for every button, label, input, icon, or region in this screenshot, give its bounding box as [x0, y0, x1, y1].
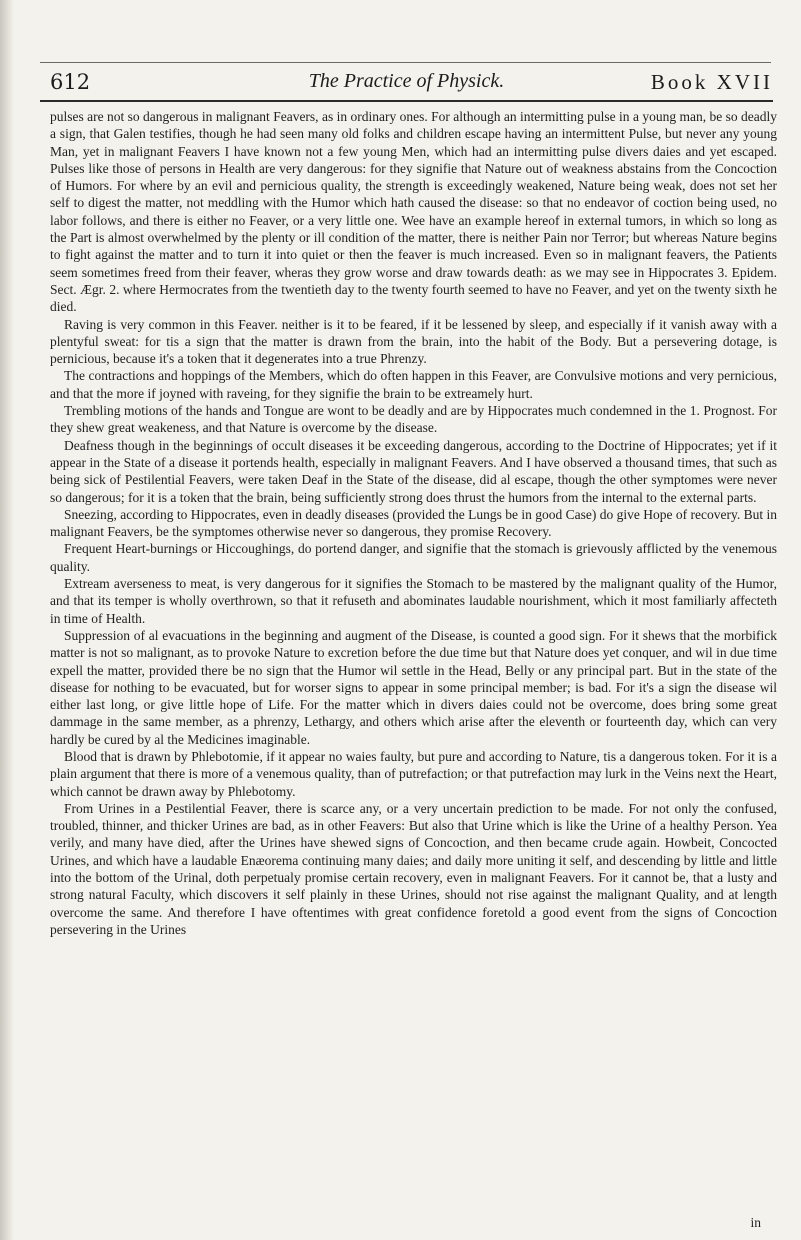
paragraph-contractions: The contractions and hoppings of the Members, which do often happen in this Feaver, are Convulsive motions and very pernicious, and that the more if joyned with raveing, for they signifie the brain to be extreamely hurt. — [50, 368, 777, 401]
catchword: in — [750, 1215, 761, 1230]
page-number: 612 — [50, 70, 91, 94]
header-rule — [40, 100, 773, 102]
top-rule — [40, 62, 771, 63]
paragraph-pulses: pulses are not so dangerous in malignant Feavers, as in ordinary ones. For although an intermitting pulse in a young man, be so deadly a sign, that Galen testifies, though he had seen many old folks and children escape having an intermittent Pulse, but never any young Man, yet in malignant Feavers I have known not a few young Men, which had an intermitting pulse divers daies and yet escaped. Pulses like those of persons in Health are very dangerous: for they signifie that Nature out of weakness abstains from the Concoction of Humors. For where by an evil and pernicious quality, the strength is exceedingly weakened, Nature being weak, does not set her self to digest the matter, not meddling with the Humor which hath caused the disease: so that no endeavor of coction being used, no labor follows, and there is either no Feaver, or a very little one. Wee have an example hereof in external tumors, in which so long as the Part is almost overwhelmed by the plenty or ill condition of the matter, there is neither Pain nor Terror; but whereas Nature begins to fight against the matter and to turn it into quiet or then the feaver is much increased. Even so in malignant feavers, the Patients seem sometimes freed from their feaver, wheras they grow worse and draw towards death: as we may see in Hippocrates 3. Epidem. Sect. Ægr. 2. where Hermocrates from the twentieth day to the twenty fourth seemed to have no Feaver, and yet on the twenty sixth he died. — [50, 109, 777, 315]
running-title: The Practice of Physick. — [308, 70, 505, 92]
paragraph-sneezing: Sneezing, according to Hippocrates, even in deadly diseases (provided the Lungs be in good Case) do give Hope of recovery. But in malignant Feavers, be the symptomes otherwise never so dangerous, they promise Recovery. — [50, 506, 777, 540]
book-label: Book XVII — [650, 70, 773, 94]
body-text — [50, 108, 777, 938]
paragraph-urines: From Urines in a Pestilential Feaver, there is scarce any, or a very uncertain prediction to be made. For not only the confused, troubled, thinner, and thicker Urines are bad, as in other Feavers: But also that Urine which is like the Urine of a healthy Person. Yea verily, and many have died, after the Urines have shewed signs of Concoction, and then became crude again. Howbeit, Concocted Urines, and which have a laudable Enæorema continuing many daies; and daily more uniting it self, and descending by little and little into the bottom of the Urinal, doth perpetualy promise certain recovery, even in malignant Feavers. For it cannot be, that a lusty and strong natural Faculty, which discovers it self plainly in these Urines, should not rise against the malignant Quality, and at length overcome the same. And therefore I have oftentimes with great confidence foretold a good event from the signs of Concoction persevering in the Urines — [50, 800, 777, 937]
paragraph-heart-burnings: Frequent Heart-burnings or Hiccoughings, do portend danger, and signifie that the stomach is grievously afflicted by the venemous quality. — [50, 541, 777, 574]
paragraph-blood: Blood that is drawn by Phlebotomie, if it appear no waies faulty, but pure and according to Nature, tis a dangerous token. For it is a plain argument that there is more of a venemous quality, than of putrefaction; or that putrefaction may lurk in the Veins next the Heart, which cannot be drawn away by Phlebotomy. — [50, 748, 777, 799]
paragraph-suppression: Suppression of al evacuations in the beginning and augment of the Disease, is counted a good sign. For it shews that the morbifick matter is not so malignant, as to provoke Nature to excretion before the due time but that Nature does yet conquer, and wil in due time expell the matter, provided there be no sign that the Humor wil settle in the Head, Belly or any principal part. But in the state of the disease for nothing to be evacuated, but for worser signs to appear in some principal member; is bad. For it's a sign the disease wil either last long, or give little hope of Life. For the matter which in divers daies could not be overcome, does bring some great dammage in the same member, as a phrenzy, Lethargy, and others which arise after the eleventh or fourteenth day, which can very hardly be cured by al the Medicines imaginable. — [50, 627, 777, 747]
paragraph-averseness: Extream averseness to meat, is very dangerous for it signifies the Stomach to be mastered by the malignant quality of the Humor, and that its temper is wholly overthrown, so that it refuseth and abominates laudable nourishment, which it most familiarly affecteth in time of Health. — [50, 576, 777, 626]
paragraph-trembling: Trembling motions of the hands and Tongue are wont to be deadly and are by Hippocrates much condemned in the 1. Prognost. For they shew great weakeness, and that Nature is overcome by the disease. — [50, 403, 777, 436]
page-header — [40, 68, 773, 100]
paragraph-raving: Raving is very common in this Feaver. neither is it to be feared, if it be lessened by sleep, and especially if it vanish away with a plentyful sweat: for tis a sign that the matter is drawn from the brain, into the habit of the Body. But a persevering dotage, is pernicious, because it's a token that it degenerates into a true Phrenzy. — [50, 316, 777, 367]
paragraph-deafness: Deafness though in the beginnings of occult diseases it be exceeding dangerous, according to the Doctrine of Hippocrates; yet if it appear in the State of a disease it portends health, especially in malignant Feavers. And I have observed a thousand times, that such as being sick of Pestilential Feavers, were taken Deaf in the State of the disease, did al escape, though the other symptomes were never so dangerous; for it is a token that the brain, being sufficiently strong does thrust the humors from the internal to the external parts. — [50, 437, 777, 505]
gutter-shadow — [0, 0, 14, 1240]
